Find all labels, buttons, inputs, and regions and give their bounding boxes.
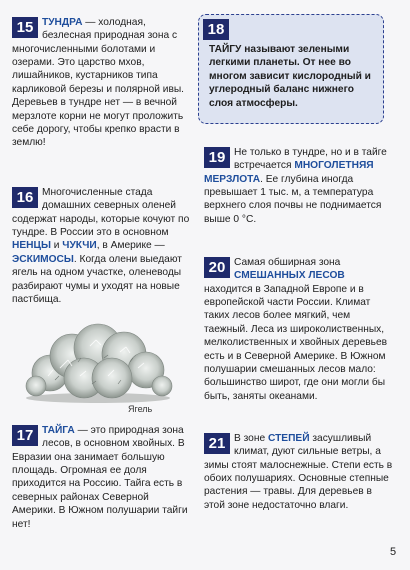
fact-text: В зоне	[234, 433, 268, 444]
fact-16	[12, 186, 192, 306]
fact-text: Не только в тундре, но и в тайге встречается	[234, 147, 387, 172]
fact-number-badge: 21	[204, 433, 230, 454]
fact-text: находится в Западной Европе и в европейской части России. Климат таких лесов более мягкий, чем таежный. Леса из широколиственных, мелколиственных и хвойных деревьев есть и в Северной Америке. В Южном полушарии смешанных лесов мало: большинство широт, где они могли бы быть, заняты океанами.	[204, 283, 388, 402]
fact-number-badge: 19	[204, 147, 230, 168]
keyword-taiga: ТАЙГА	[42, 425, 75, 436]
fact-number-badge: 20	[204, 257, 230, 278]
fact-text: ТАЙГУ называют зелеными легкими планеты. От нее во многом зависит кислородный и углеродный баланс нижнего слоя атмосферы.	[209, 44, 371, 109]
fact-18-callout	[198, 14, 384, 124]
image-caption: Ягель	[128, 404, 153, 414]
fact-text: и	[50, 240, 63, 252]
fact-number-badge: 17	[12, 425, 38, 446]
fact-text: . Когда олени выедают ягель на одном участке, оленеводы разбирают чумы и уходят на новые пастбища.	[12, 253, 182, 305]
fact-number-badge: 16	[12, 187, 38, 208]
fact-20	[204, 256, 394, 403]
keyword-chukchi: ЧУКЧИ	[62, 240, 97, 252]
keyword-permafrost: МНОГОЛЕТНЯЯ МЕРЗЛОТА	[204, 160, 374, 185]
fact-number-badge: 15	[12, 17, 38, 38]
keyword-mixed-forests: СМЕШАННЫХ ЛЕСОВ	[234, 270, 345, 282]
page-number: 5	[390, 546, 397, 558]
fact-text: засушливый климат, дуют сильные ветры, а зимы стоят малоснежные. Степи есть в обоих полушариях. Основные степные растения — травы. Для деревьев в этой зоне недостаточно влаги.	[204, 433, 393, 511]
fact-15	[12, 16, 192, 150]
fact-17	[12, 424, 192, 531]
fact-number-badge: 18	[203, 19, 229, 40]
fact-text: Многочисленные стада домашних северных оленей содержат народы, которые кочуют по тундре. В России это в основном	[12, 187, 190, 239]
fact-text: Самая обширная зона	[234, 257, 341, 268]
keyword-nentsy: НЕНЦЫ	[12, 240, 51, 252]
keyword-steppes: СТЕПЕЙ	[267, 433, 310, 444]
fact-21	[204, 432, 394, 512]
fact-19	[204, 146, 394, 226]
fact-text: , в Америке —	[96, 240, 165, 252]
lichen-illustration	[20, 318, 176, 404]
fact-text: . Ее глубина иногда превышает 1 тыс. м, а температура верхнего слоя почвы не поднимается выше 0 °С.	[204, 173, 382, 225]
keyword-eskimosy: ЭСКИМОСЫ	[12, 253, 74, 265]
keyword-tundra: ТУНДРА	[42, 17, 83, 28]
fact-text: — это природная зона лесов, в основном хвойных. В Евразии она занимает большую площадь. Огромная ее доля приходится на Россию. Тайга есть в северных районах Северной Америки. В Южном полушарии тайги нет!	[12, 425, 188, 530]
fact-text: — холодная, безлесная природная зона с многочисленными болотами и озерами. Это царство мхов, лишайников, кустарников типа карликовой березы и полярной ивы. Деревьев в тундре нет — в вечной мерзлоте корни не могут проложить себе дорогу, чтобы крепко врасти в землю!	[12, 17, 185, 149]
